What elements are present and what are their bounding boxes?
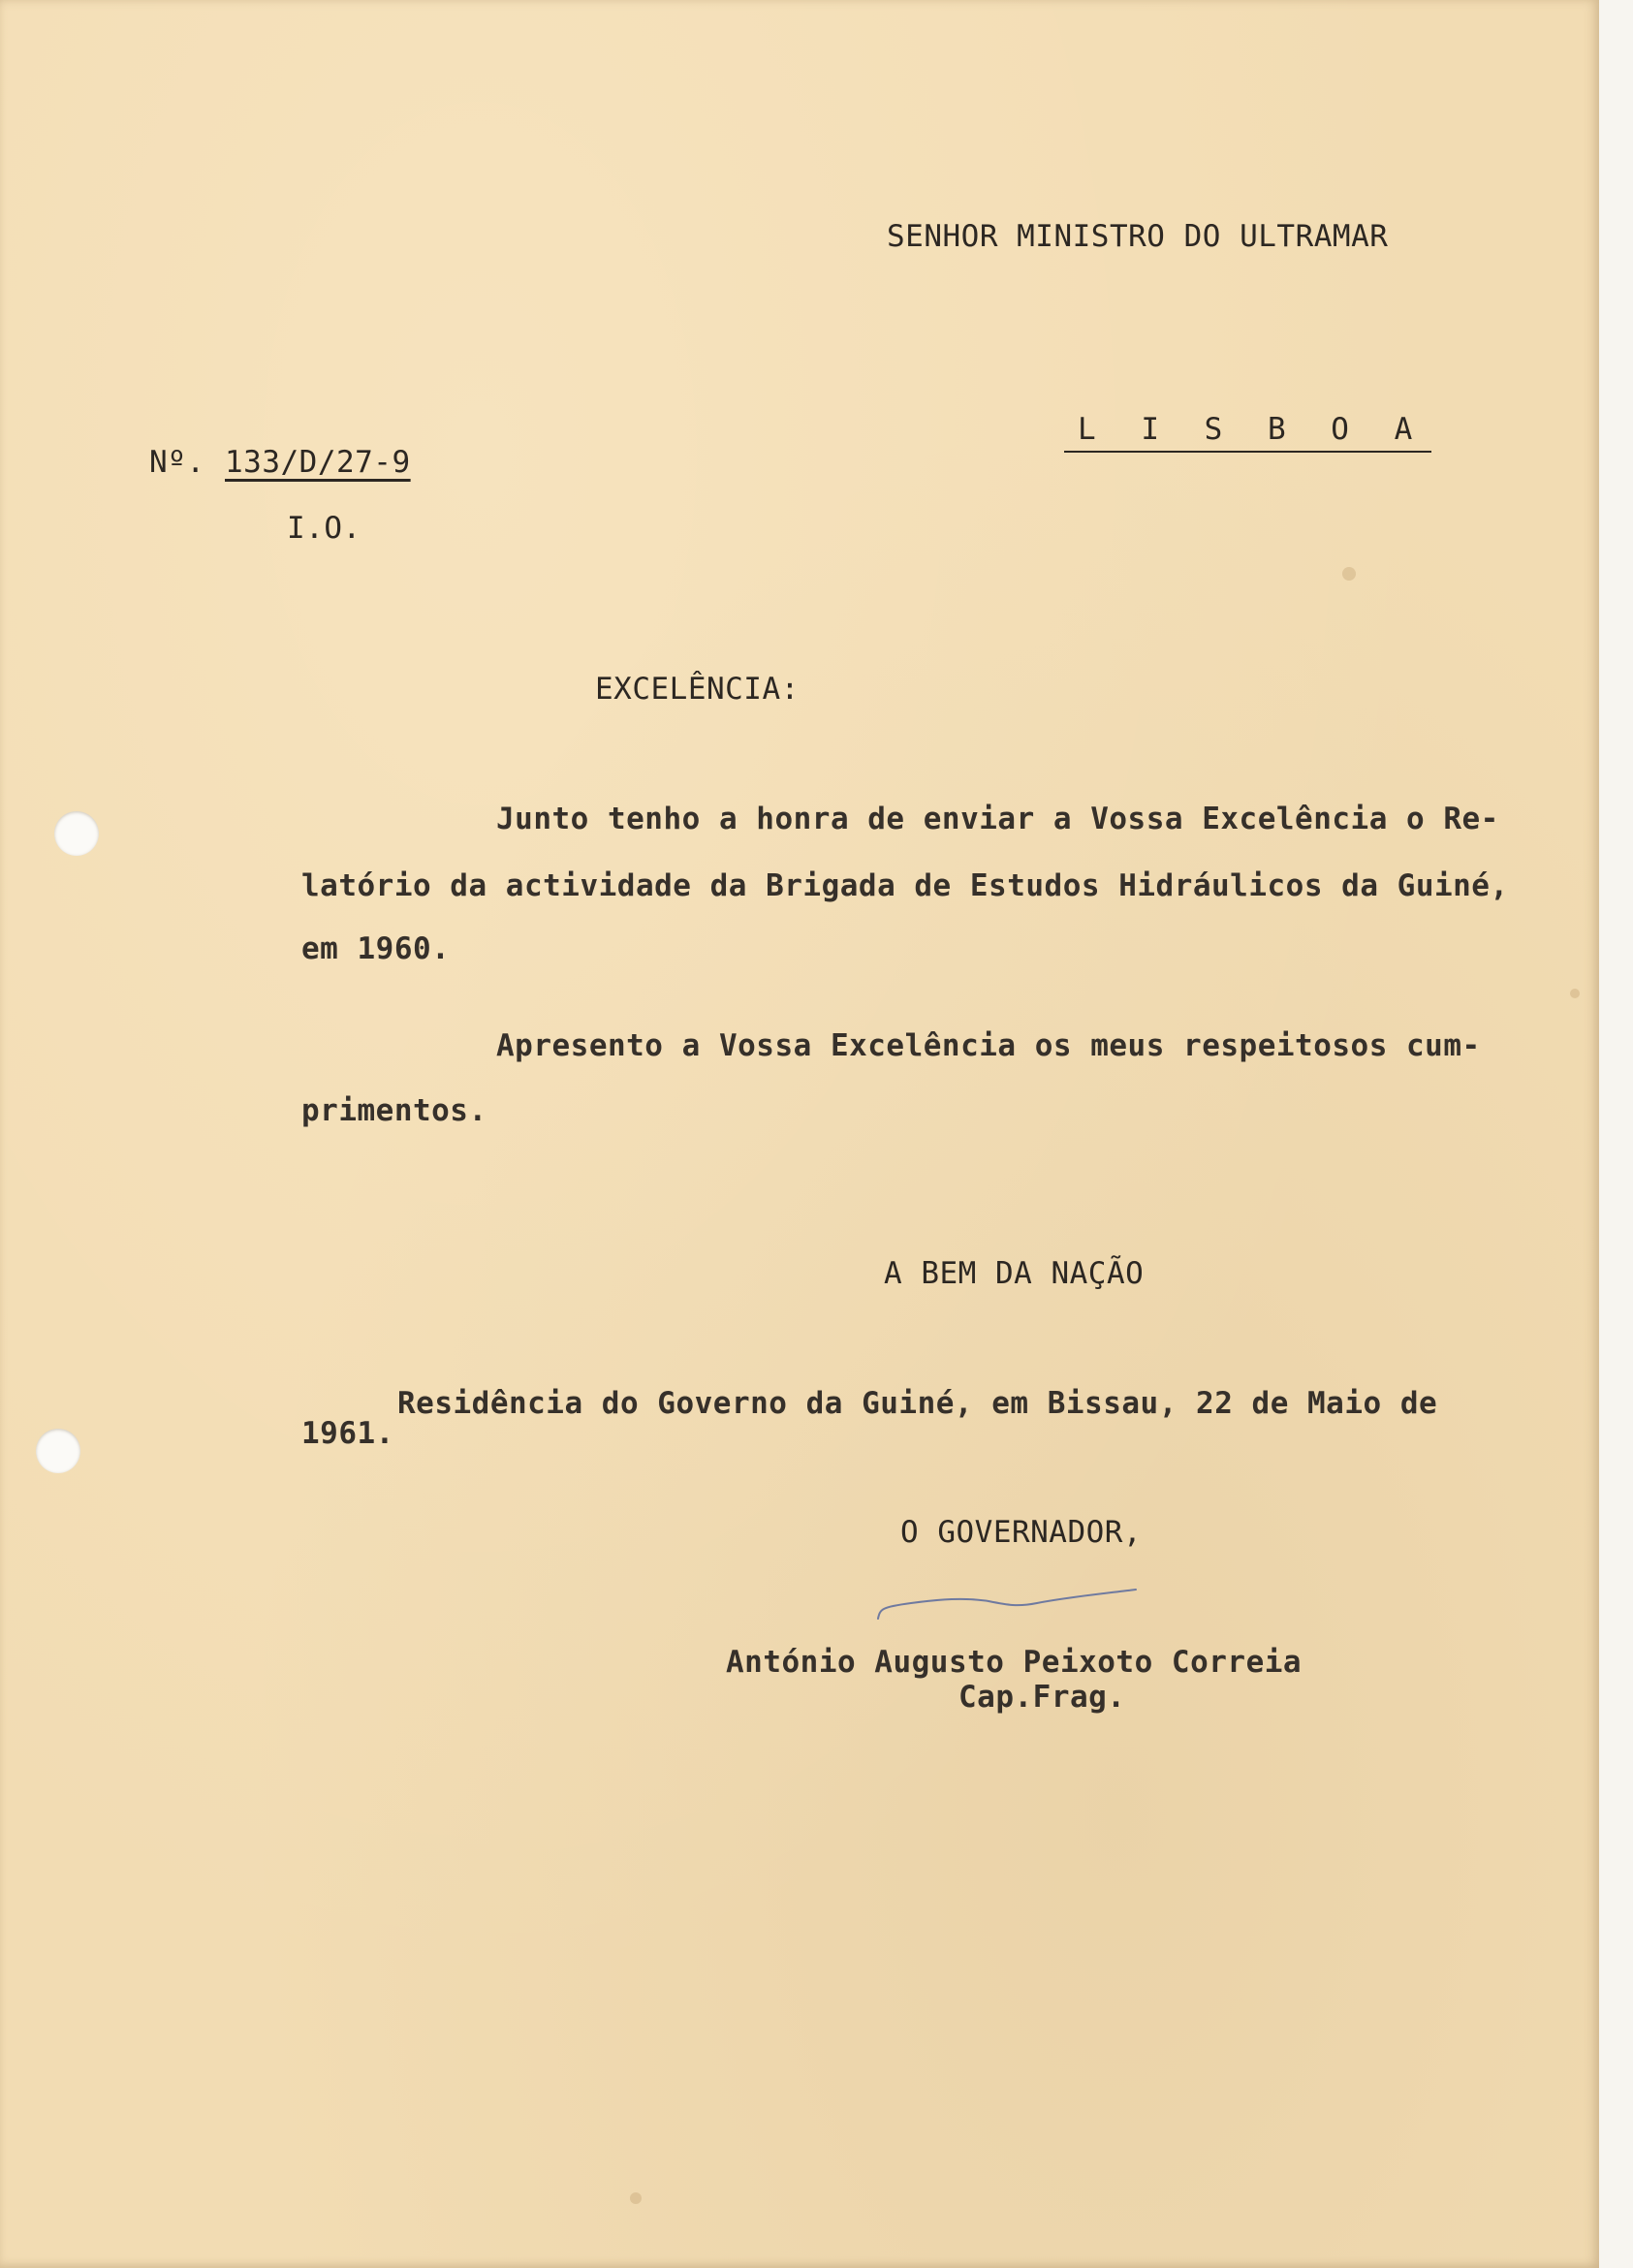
motto: A BEM DA NAÇÃO [884,1256,1145,1291]
reference-number: 133/D/27-9 [225,445,411,480]
body-line-3: em 1960. [301,931,451,966]
closing-line-1: Apresento a Vossa Excelência os meus respeitosos cum- [496,1028,1481,1063]
punch-hole-bottom [36,1429,80,1473]
reference-code: I.O. [287,511,361,546]
addressee-city: L I S B O A [1064,412,1431,453]
paper-stain [1342,567,1356,581]
paper-stain [630,2192,642,2204]
scan-margin [1599,0,1633,2268]
place-date-line: Residência do Governo da Guiné, em Bissau, 22 de Maio de [397,1386,1438,1421]
closing-line-2: primentos. [301,1093,487,1128]
signatory-title: O GOVERNADOR, [900,1515,1143,1550]
paper-stain [1570,989,1580,998]
signatory-name: António Augusto Peixoto Correia [726,1645,1303,1680]
reference-prefix: Nº. [149,445,205,480]
addressee: SENHOR MINISTRO DO ULTRAMAR [887,219,1389,254]
date-year: 1961. [301,1416,394,1451]
punch-hole-top [54,811,99,856]
handwritten-signature [872,1580,1144,1628]
body-line-2: latório da actividade da Brigada de Estudos Hidráulicos da Guiné, [301,868,1509,903]
signatory-rank: Cap.Frag. [958,1680,1126,1715]
salutation: EXCELÊNCIA: [595,672,800,707]
body-line-1: Junto tenho a honra de enviar a Vossa Excelência o Re- [496,802,1499,836]
